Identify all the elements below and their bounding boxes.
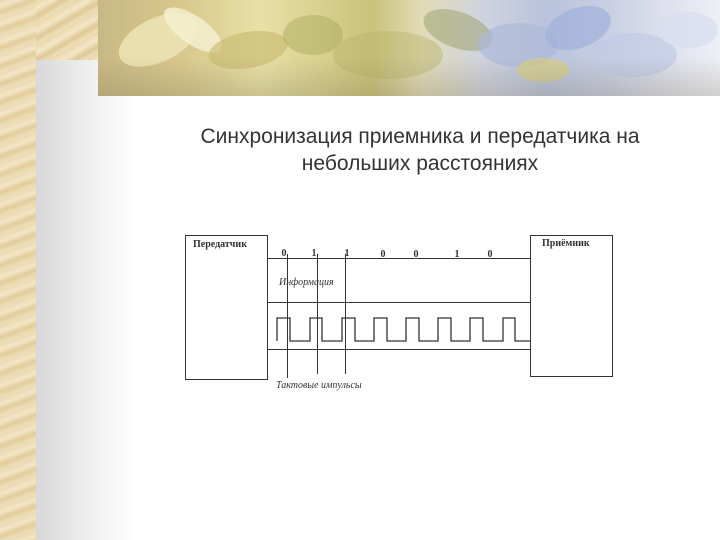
bit-label: 0 xyxy=(487,249,493,260)
transmitter-box xyxy=(186,236,268,380)
bit-label: 1 xyxy=(454,249,460,260)
receiver-box xyxy=(531,236,613,377)
bit-label: 0 xyxy=(380,249,386,260)
slide-title: Синхронизация приемника и передатчика на небольших расстояниях xyxy=(200,125,640,175)
information-label: Информация xyxy=(279,277,334,288)
clock-pulse-wave xyxy=(277,318,530,341)
transmitter-label: Передатчик xyxy=(193,239,247,250)
bit-label: 1 xyxy=(344,248,350,259)
bit-label: 1 xyxy=(311,248,317,259)
receiver-label: Приёмник xyxy=(542,238,590,249)
clock-pulses-label: Тактовые импульсы xyxy=(276,380,362,391)
bit-label: 0 xyxy=(281,248,287,259)
bit-label: 0 xyxy=(413,249,419,260)
